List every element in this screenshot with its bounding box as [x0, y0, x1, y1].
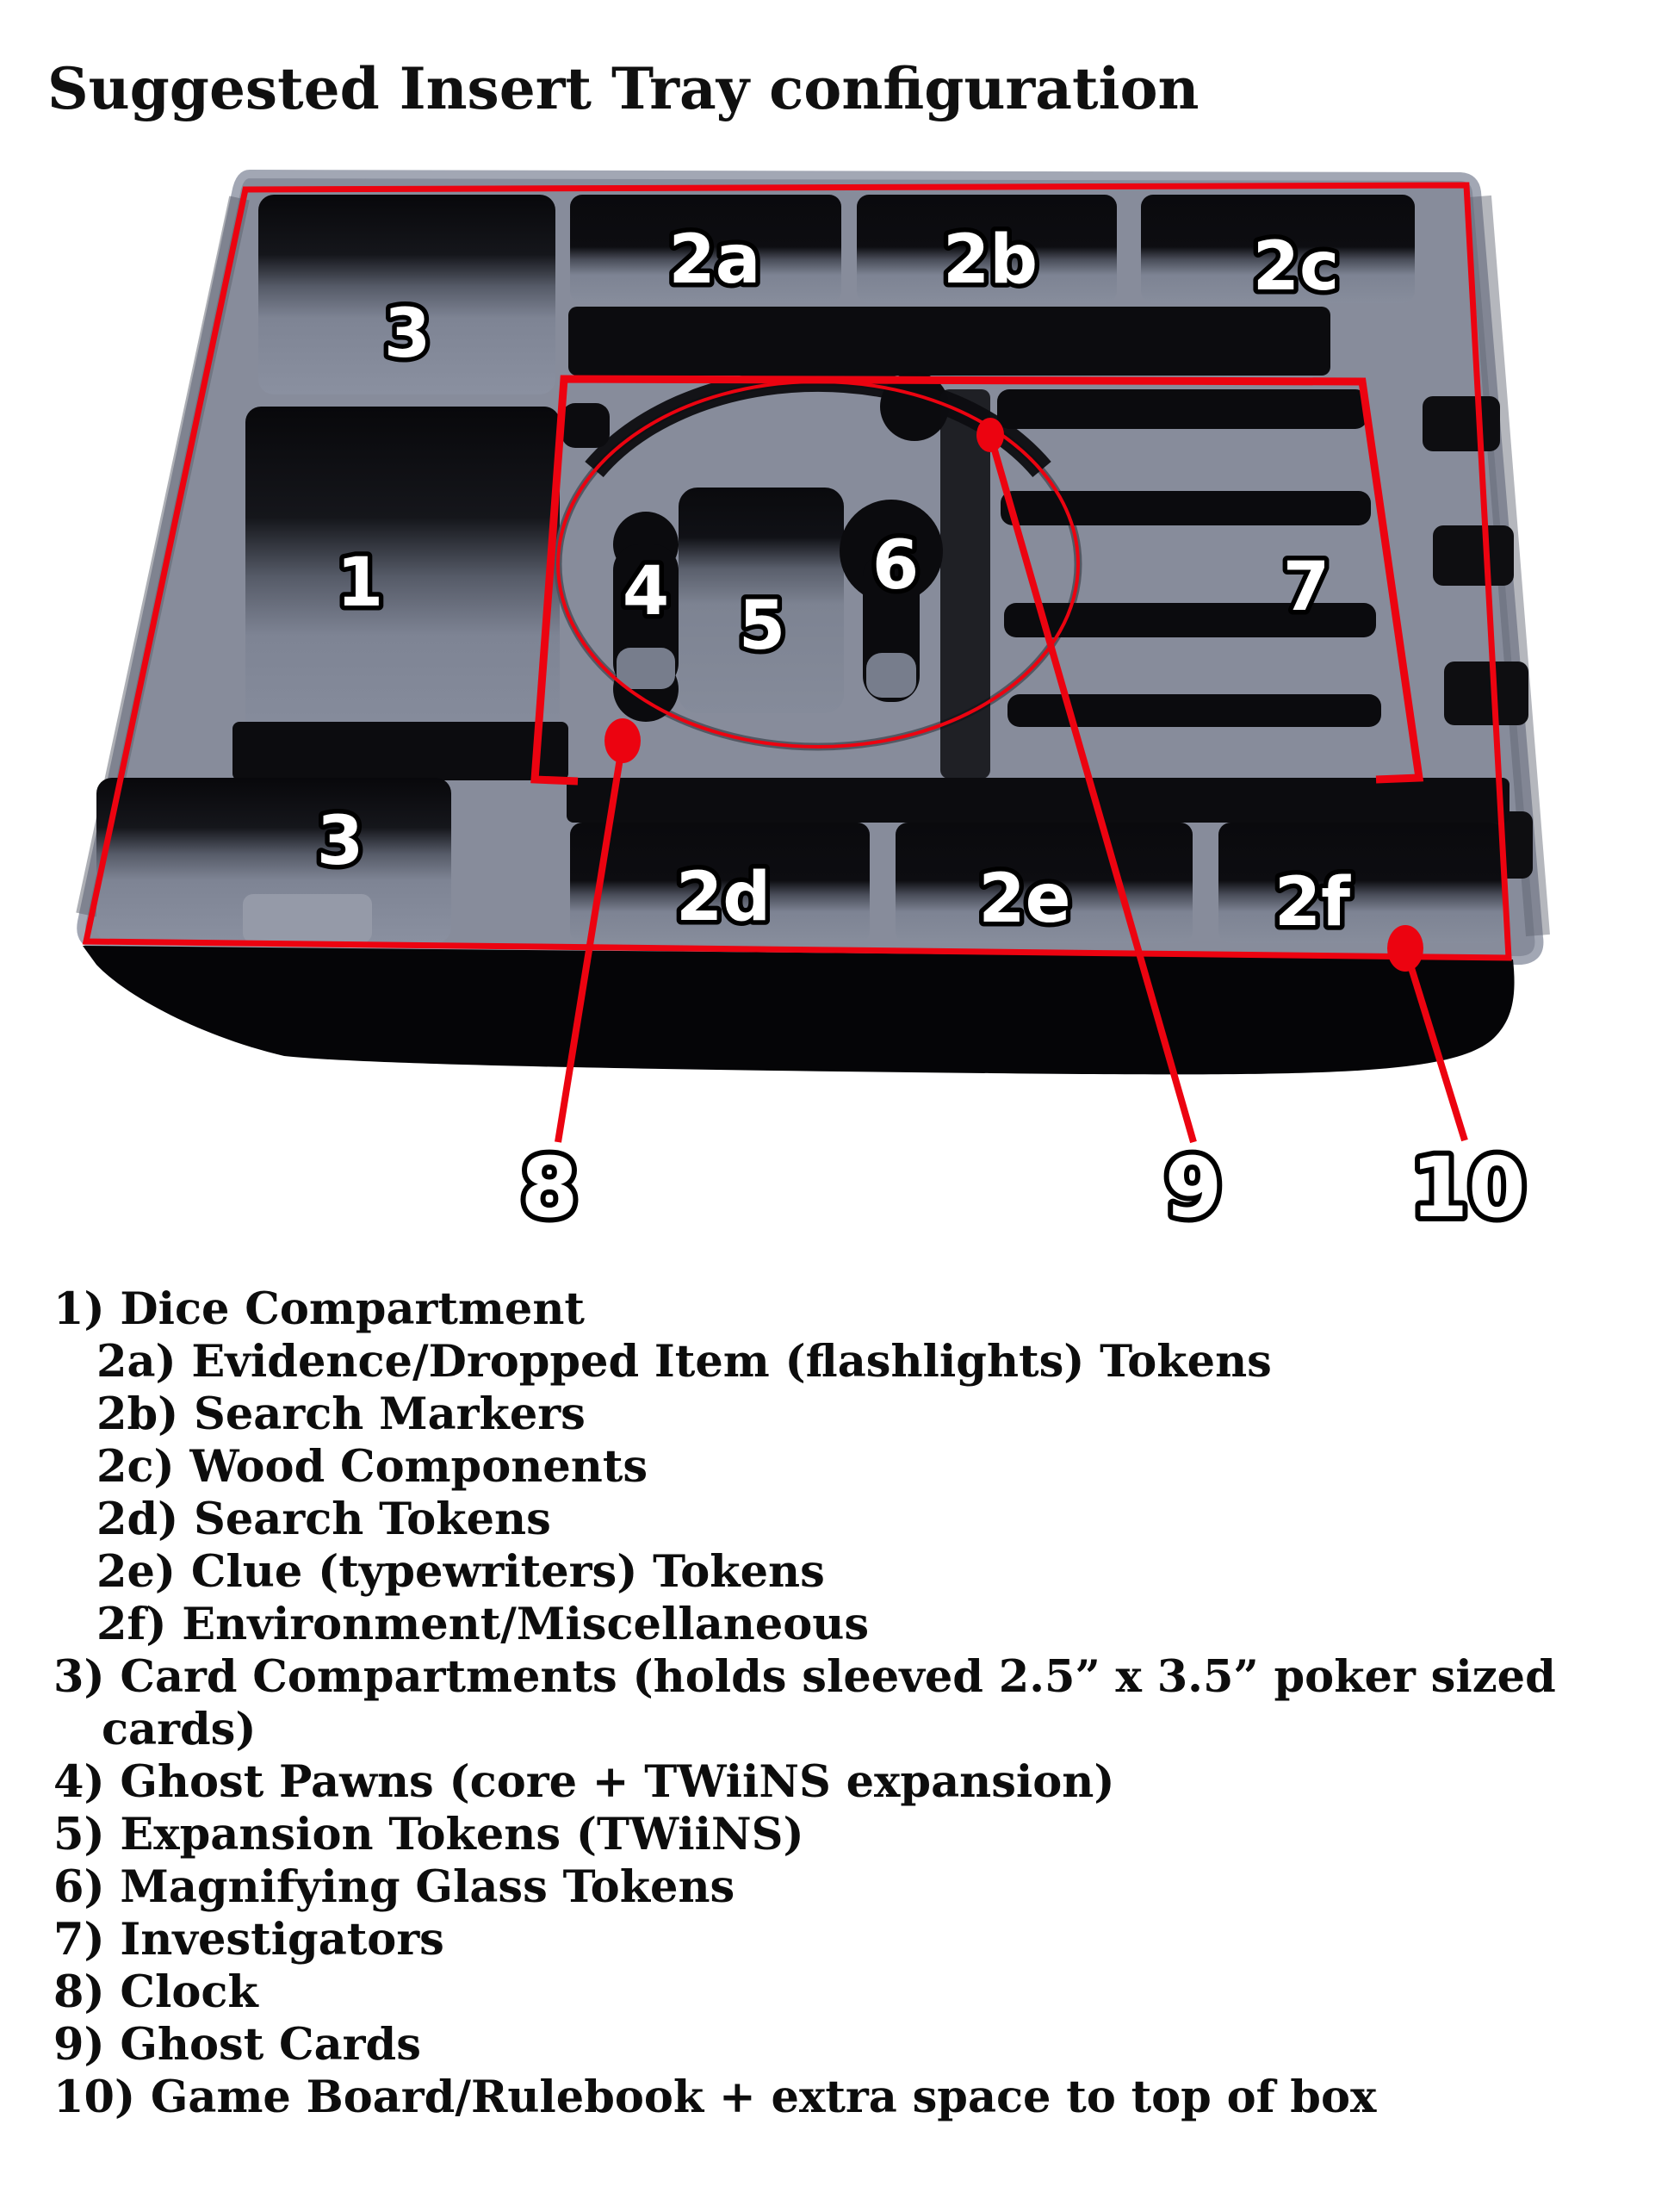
legend-line-9: 9) Ghost Cards	[53, 2019, 421, 2071]
legend-line-8: 8) Clock	[53, 1966, 258, 2018]
notch-3-bottom	[243, 894, 372, 943]
legend-line-2b: 2b) Search Markers	[96, 1388, 586, 1440]
compartment-2f	[1218, 823, 1503, 943]
callout-number-8: 8	[520, 1140, 579, 1236]
label-2c: 2c	[1252, 228, 1340, 306]
label-4: 4	[622, 553, 670, 630]
label-2a: 2a	[668, 221, 761, 299]
label-3-bottom: 3	[316, 803, 364, 880]
tray-front-face	[83, 946, 1515, 1074]
wall-under-1	[232, 722, 568, 780]
cutout-4-floor	[617, 648, 675, 689]
callout-dot-10	[1387, 925, 1423, 972]
legend-line-7: 7) Investigators	[53, 1914, 444, 1966]
legend-line-3: 3) Card Compartments (holds sleeved 2.5” x 3.5” poker sized	[53, 1651, 1556, 1703]
slot-band-top	[568, 307, 1330, 376]
label-2b: 2b	[942, 221, 1038, 299]
legend-line-2a: 2a) Evidence/Dropped Item (flashlights) Tokens	[96, 1336, 1272, 1388]
callout-dot-9	[976, 418, 1004, 452]
callout-number-10: 10	[1410, 1140, 1526, 1236]
legend-line-3-cont: cards)	[102, 1704, 257, 1755]
notch-inner-corner	[561, 403, 610, 448]
compartment-1	[245, 407, 560, 777]
legend-line-2f: 2f) Environment/Miscellaneous	[96, 1599, 870, 1650]
label-3-top: 3	[383, 295, 431, 373]
legend-line-10: 10) Game Board/Rulebook + extra space to top of box	[53, 2071, 1377, 2123]
legend-line-2c: 2c) Wood Components	[96, 1441, 648, 1493]
legend-line-1: 1) Dice Compartment	[53, 1283, 585, 1335]
label-7: 7	[1282, 549, 1330, 626]
legend-line-6: 6) Magnifying Glass Tokens	[53, 1861, 735, 1913]
slot-band-bottom	[567, 778, 1510, 823]
callout-dot-8	[604, 718, 641, 763]
cutout-6-floor	[866, 653, 916, 698]
label-2e: 2e	[978, 860, 1071, 938]
label-6: 6	[871, 527, 920, 605]
label-1: 1	[336, 544, 384, 622]
legend-line-2d: 2d) Search Tokens	[96, 1494, 551, 1545]
legend-line-2e: 2e) Clue (typewriters) Tokens	[96, 1546, 825, 1598]
page-title: Suggested Insert Tray configuration	[47, 55, 1200, 122]
callout-number-9: 9	[1164, 1140, 1223, 1236]
label-5: 5	[738, 587, 786, 665]
legend-line-4: 4) Ghost Pawns (core + TWiiNS expansion)	[53, 1756, 1115, 1808]
legend	[53, 1283, 1556, 2124]
legend-line-5: 5) Expansion Tokens (TWiiNS)	[53, 1809, 804, 1860]
label-2f: 2f	[1274, 864, 1351, 941]
label-2d: 2d	[675, 859, 772, 936]
